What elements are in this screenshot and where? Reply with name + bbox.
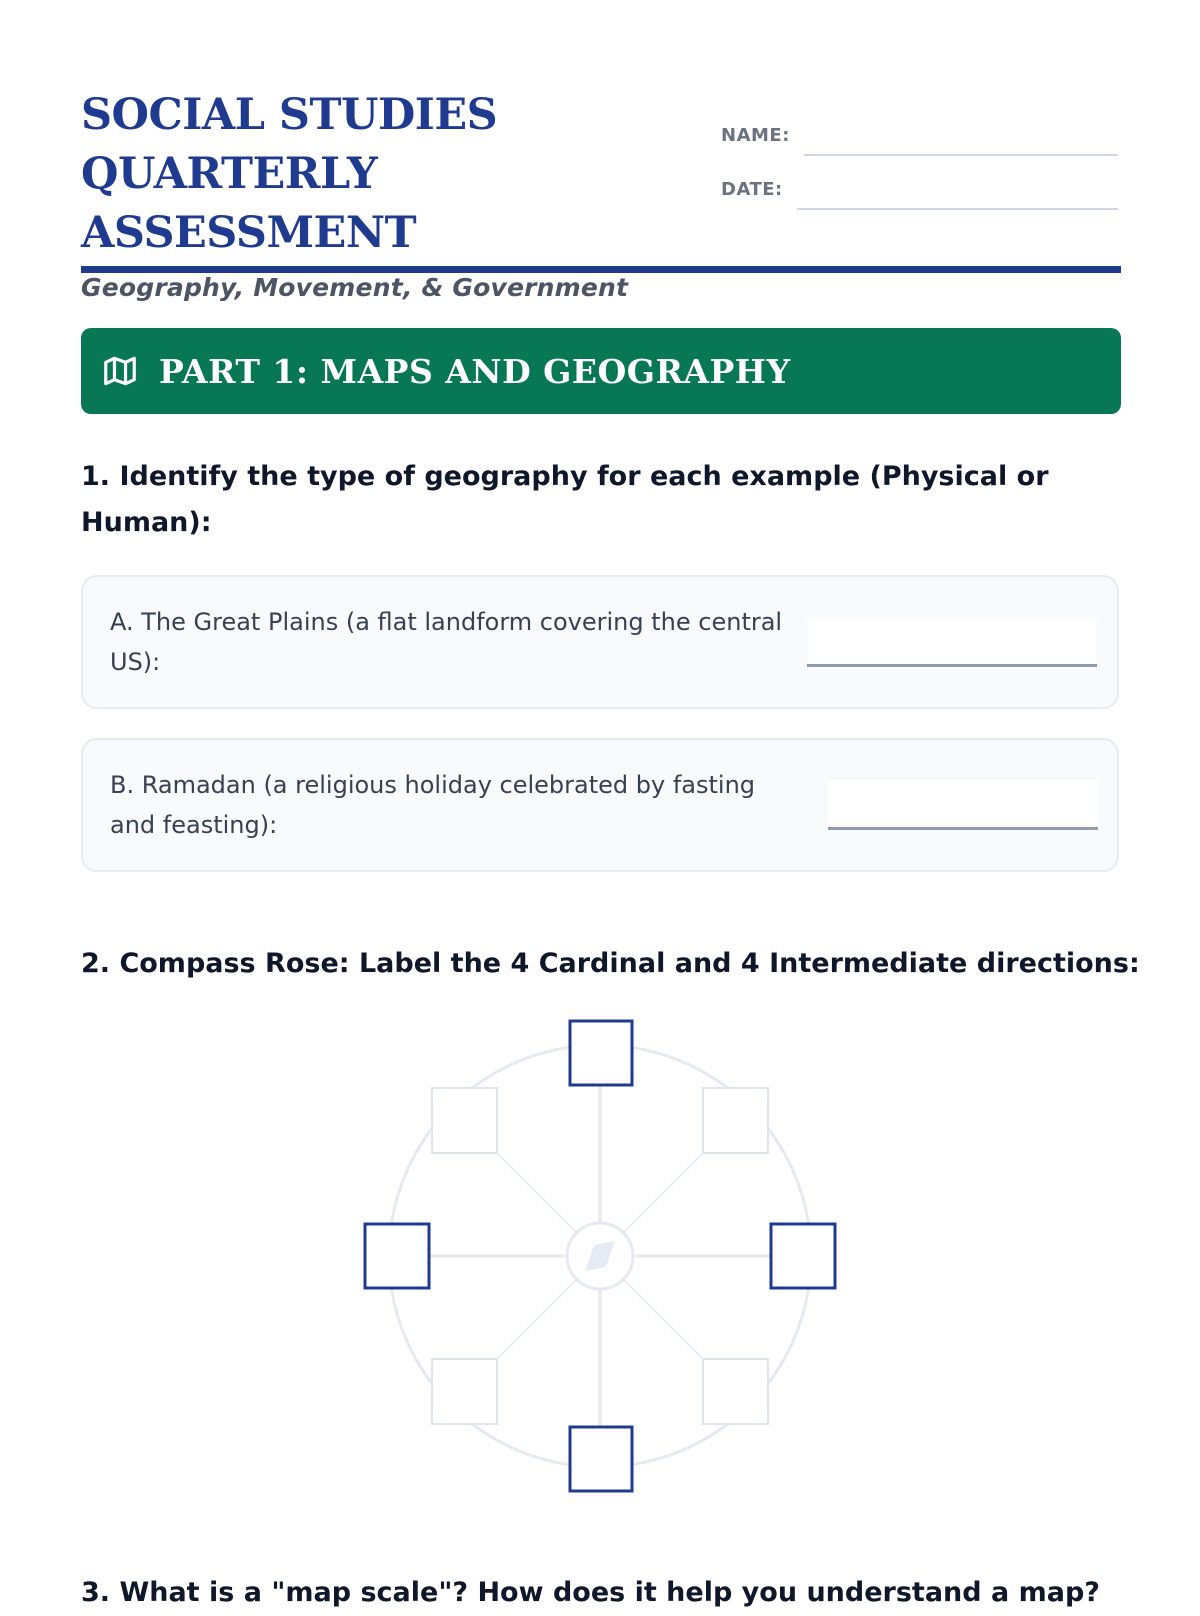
question-1a-label: A. The Great Plains (a flat landform covering the central US): <box>110 608 783 676</box>
date-line[interactable] <box>797 208 1118 210</box>
date-label: DATE: <box>721 179 783 200</box>
name-line[interactable] <box>804 154 1118 156</box>
map-icon <box>101 352 139 390</box>
date-field-row <box>721 174 1121 210</box>
question-2-title: 2. Compass Rose: Label the 4 Cardinal and 4 Intermediate directions: <box>81 948 1140 979</box>
header-rule <box>81 266 1121 273</box>
compass-box-sw[interactable] <box>432 1359 497 1424</box>
compass-box-s[interactable] <box>570 1427 632 1491</box>
compass-box-ne[interactable] <box>703 1088 768 1153</box>
question-1a-answer[interactable] <box>807 617 1097 667</box>
compass-box-nw[interactable] <box>432 1088 497 1153</box>
name-label: NAME: <box>721 125 790 146</box>
name-field-row <box>721 120 1121 156</box>
page-subtitle: Geography, Movement, & Government <box>81 273 629 302</box>
page-title: SOCIAL STUDIES QUARTERLY ASSESSMENT <box>81 90 498 258</box>
compass-rose-diagram <box>359 1015 841 1497</box>
section-header-part1 <box>81 328 1121 414</box>
question-1b-answer[interactable] <box>828 780 1098 830</box>
question-3-title: 3. What is a "map scale"? How does it help you understand a map? <box>81 1577 1100 1608</box>
question-1b-label: B. Ramadan (a religious holiday celebrated by fasting and feasting): <box>110 771 756 839</box>
compass-box-n[interactable] <box>570 1021 632 1085</box>
compass-box-e[interactable] <box>771 1224 835 1288</box>
header <box>81 86 1121 302</box>
compass-box-se[interactable] <box>703 1359 768 1424</box>
question-1a-card <box>81 575 1119 709</box>
section-title: PART 1: MAPS AND GEOGRAPHY <box>159 351 791 391</box>
question-1-title: 1. Identify the type of geography for each example (Physical or Human): <box>81 461 1049 538</box>
question-1b-card <box>81 738 1119 872</box>
compass-box-w[interactable] <box>365 1224 429 1288</box>
